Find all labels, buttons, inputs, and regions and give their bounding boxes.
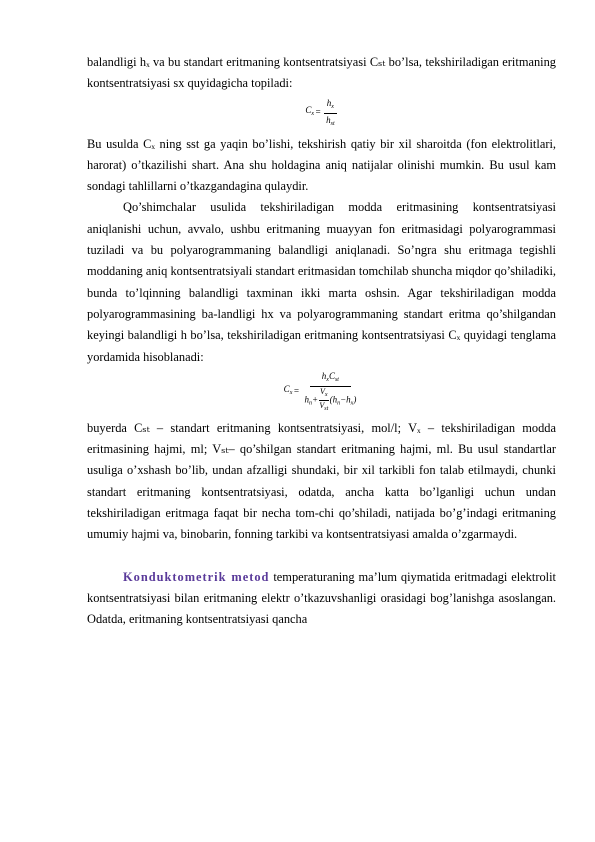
formula1-denominator: $h_{st}$ [326,114,335,127]
formula-standard-method [87,97,556,130]
paragraph-intro: balandligi hₓ va bu standart eritmaning kontsentratsiyasi Cₛₜ bo’lsa, tekshiriladigan eritmaning kontsentratsiyasi sx quyidagicha topiladi: [87,55,556,91]
document-page [87,52,556,631]
conductometric-term: Konduktometrik metod [123,569,270,584]
paragraph-spacer [87,546,556,567]
formula1-numerator: $h_x$ [324,97,337,114]
formula2-lhs: $C_x$ [283,384,293,397]
formula2-volume-ratio: $V_x$ $V_{st}$ [319,386,329,412]
formula2-fraction [301,370,359,414]
formula1-fraction [323,97,338,130]
formula1-equals: = [315,107,322,118]
formula1-lhs: $C_x$ [305,105,315,118]
paragraph-conductometric-method [87,567,556,631]
formula2-numerator: $h_xC_{st}$ [310,370,351,387]
conductometric-text: temperaturaning ma’lum qiymatida eritmadagi elektrolit kontsentratsiyasi bilan eritmaning elektr o’tkazuvshanligi orasidagi bog’lanishga asoslangan. Odatda, eritmaning kontsentratsiyasi qancha [87,569,556,627]
paragraph-standard-method-notes: Bu usulda Cₓ ning sst ga yaqin bo’lishi, tekshirish qatiy bir xil sharoitda (fon elektrolitlari, harorat) o’tkazilishi shart. Ana shu holdagina aniq natijalar olinishi mumkin. Bu usul kam sondagi tahlillarni o’tkazgandagina qulaydir. [87,136,556,194]
formula-addition-method [87,370,556,414]
paragraph-variable-definitions: buyerda Cₛₜ – standart eritmaning kontsentratsiyasi, mol/l; Vₓ – tekshiriladigan modda eritmasining hajmi, ml; Vₛₜ– qo’shilgan standart eritmaning hajmi, ml. Bu usul standartlar usuliga o’xshash bo’lib, undan afzalligi shundaki, bir xil tarkibli fon talab etilmaydi, chunki standart eritmaning kontsentratsiyasi, odatda, ancha katta bo’lganligi uchun undan tekshiriladigan eritmaga faqat bir necha tom-chi qo’shiladi, natijada bo’g’indagi eritmaning umumiy hajmi va, binobarin, fonning tarkibi va kontsentratsiyasi amalda o’zgarmaydi. [87,420,556,542]
paragraph-addition-method: Qo’shimchalar usulida tekshiriladigan modda eritmasining kontsentratsiyasi aniqlanishi uchun, avvalo, ushbu eritmaning muayyan fon eritmasidagi polyarogrammasi tuziladi va bu polyarogrammaning balandligi aniqlanadi. So’ngra shu eritmaga tegishli moddaning aniq kontsentratsiyali standart eritmasidan tomchilab shuncha miqdor qo’shiladiki, bunda to’lqinning balandligi taxminan ikki marta oshsin. Agar tekshiriladigan modda polyarogrammasining ba-landligi hx va polyarogrammaning standart eritma qo’shilgandan keyingi balandligi h bo’lsa, tekshiriladigan eritmaning kontsentratsiyasi Cₓ quyidagi tenglama yordamida hisoblanadi: [87,200,556,364]
formula2-denominator: $h_n+$ $V_x$ $V_{st}$ $(h_n-h_x)$ [304,386,357,412]
formula2-equals: = [293,386,300,397]
